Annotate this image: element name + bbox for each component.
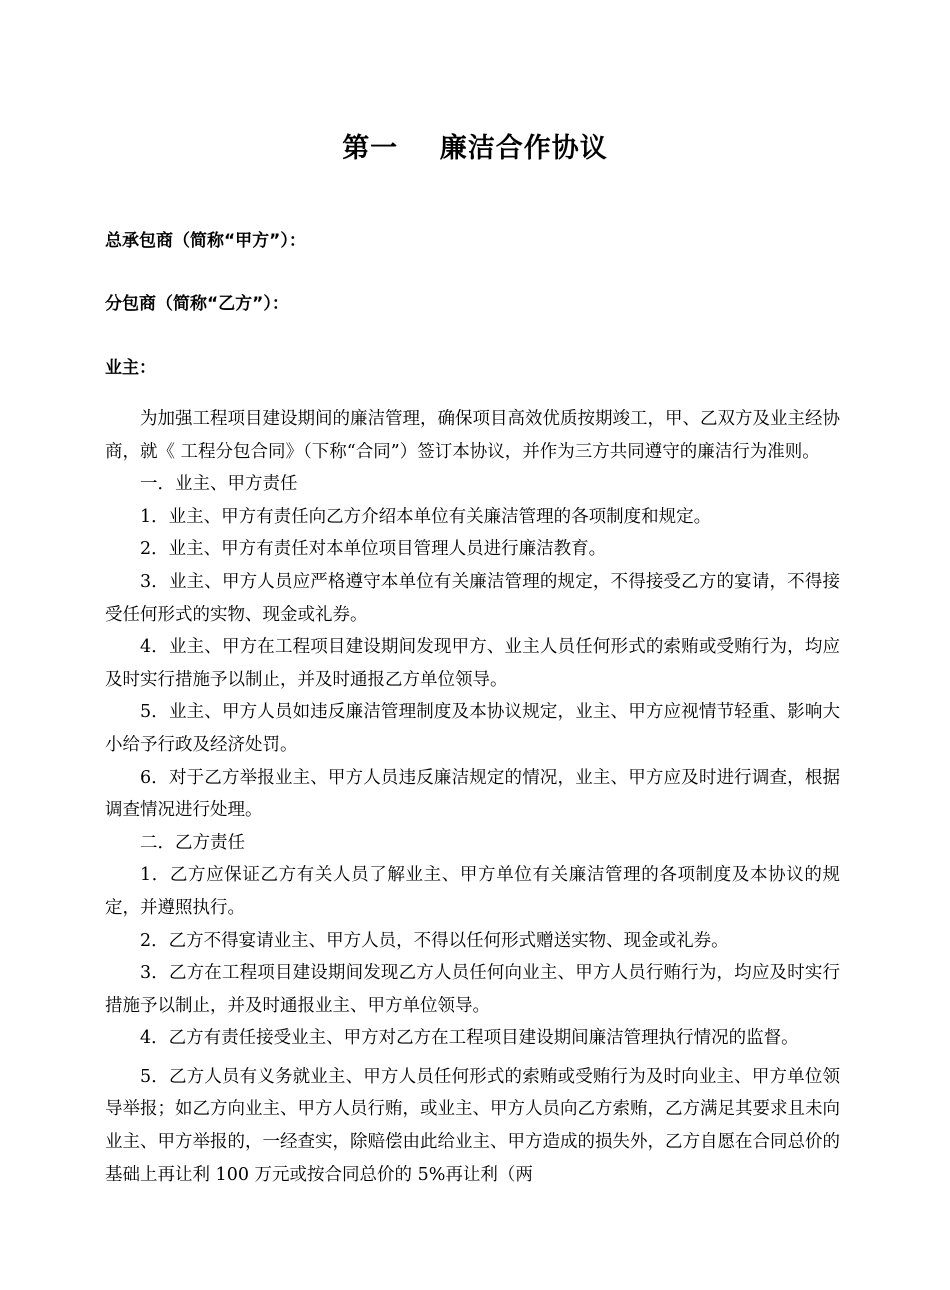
- clause-paragraph: 6．对于乙方举报业主、甲方人员违反廉洁规定的情况，业主、甲方应及时进行调查，根据调查情况进行处理。: [105, 767, 840, 821]
- section-heading-subcontractor-responsibilities: 二．乙方责任: [140, 832, 245, 853]
- clause-paragraph: 3．业主、甲方人员应严格遵守本单位有关廉洁管理的规定，不得接受乙方的宴请，不得接受任何形式的实物、现金或礼券。: [105, 571, 840, 625]
- intro-paragraph: 为加强工程项目建设期间的廉洁管理，确保项目高效优质按期竣工，甲、乙双方及业主经协商，就《 工程分包合同》（下称“合同”）签订本协议，并作为三方共同遵守的廉洁行为准则。: [105, 409, 840, 462]
- section-heading-owner-responsibilities: 一．业主、甲方责任: [140, 474, 298, 495]
- document-title: 第一 廉洁合作协议: [342, 133, 608, 164]
- clause-paragraph: 2．乙方不得宴请业主、甲方人员，不得以任何形式赠送实物、现金或礼券。: [140, 930, 729, 951]
- clause-paragraph: 5．乙方人员有义务就业主、甲方人员任何形式的索贿或受贿行为及时向业主、甲方单位领导举报；如乙方向业主、甲方人员行贿，或业主、甲方人员向乙方索贿，乙方满足其要求且未向业主、甲方举报的，一经查实，除赔偿由此给业主、甲方造成的损失外，乙方自愿在合同总价的基础上再让利 100 万元或按合同总价的 5%再让利（两: [105, 1066, 840, 1185]
- general-contractor-line: 总承包商（简称“甲方”）：: [105, 231, 306, 251]
- clause-paragraph: 2．业主、甲方有责任对本单位项目管理人员进行廉洁教育。: [140, 539, 607, 560]
- clause-paragraph: 1．乙方应保证乙方有关人员了解业主、甲方单位有关廉洁管理的各项制度及本协议的规定，并遵照执行。: [105, 865, 840, 918]
- clause-paragraph: 4．乙方有责任接受业主、甲方对乙方在工程项目建设期间廉洁管理执行情况的监督。: [140, 1028, 799, 1049]
- clause-paragraph: 1．业主、甲方有责任向乙方介绍本单位有关廉洁管理的各项制度和规定。: [140, 506, 712, 527]
- clause-paragraph: 3．乙方在工程项目建设期间发现乙方人员任何向业主、甲方人员行贿行为，均应及时实行措施予以制止，并及时通报业主、甲方单位领导。: [105, 963, 840, 1016]
- clause-paragraph: 5．业主、甲方人员如违反廉洁管理制度及本协议规定，业主、甲方应视情节轻重、影响大小给予行政及经济处罚。: [105, 702, 840, 755]
- subcontractor-line: 分包商（简称“乙方”）：: [105, 294, 289, 314]
- owner-line: 业主：: [105, 358, 156, 378]
- document-body: [105, 403, 840, 1191]
- clause-paragraph: 4．业主、甲方在工程项目建设期间发现甲方、业主人员任何形式的索贿或受贿行为，均应及时实行措施予以制止，并及时通报乙方单位领导。: [105, 637, 840, 690]
